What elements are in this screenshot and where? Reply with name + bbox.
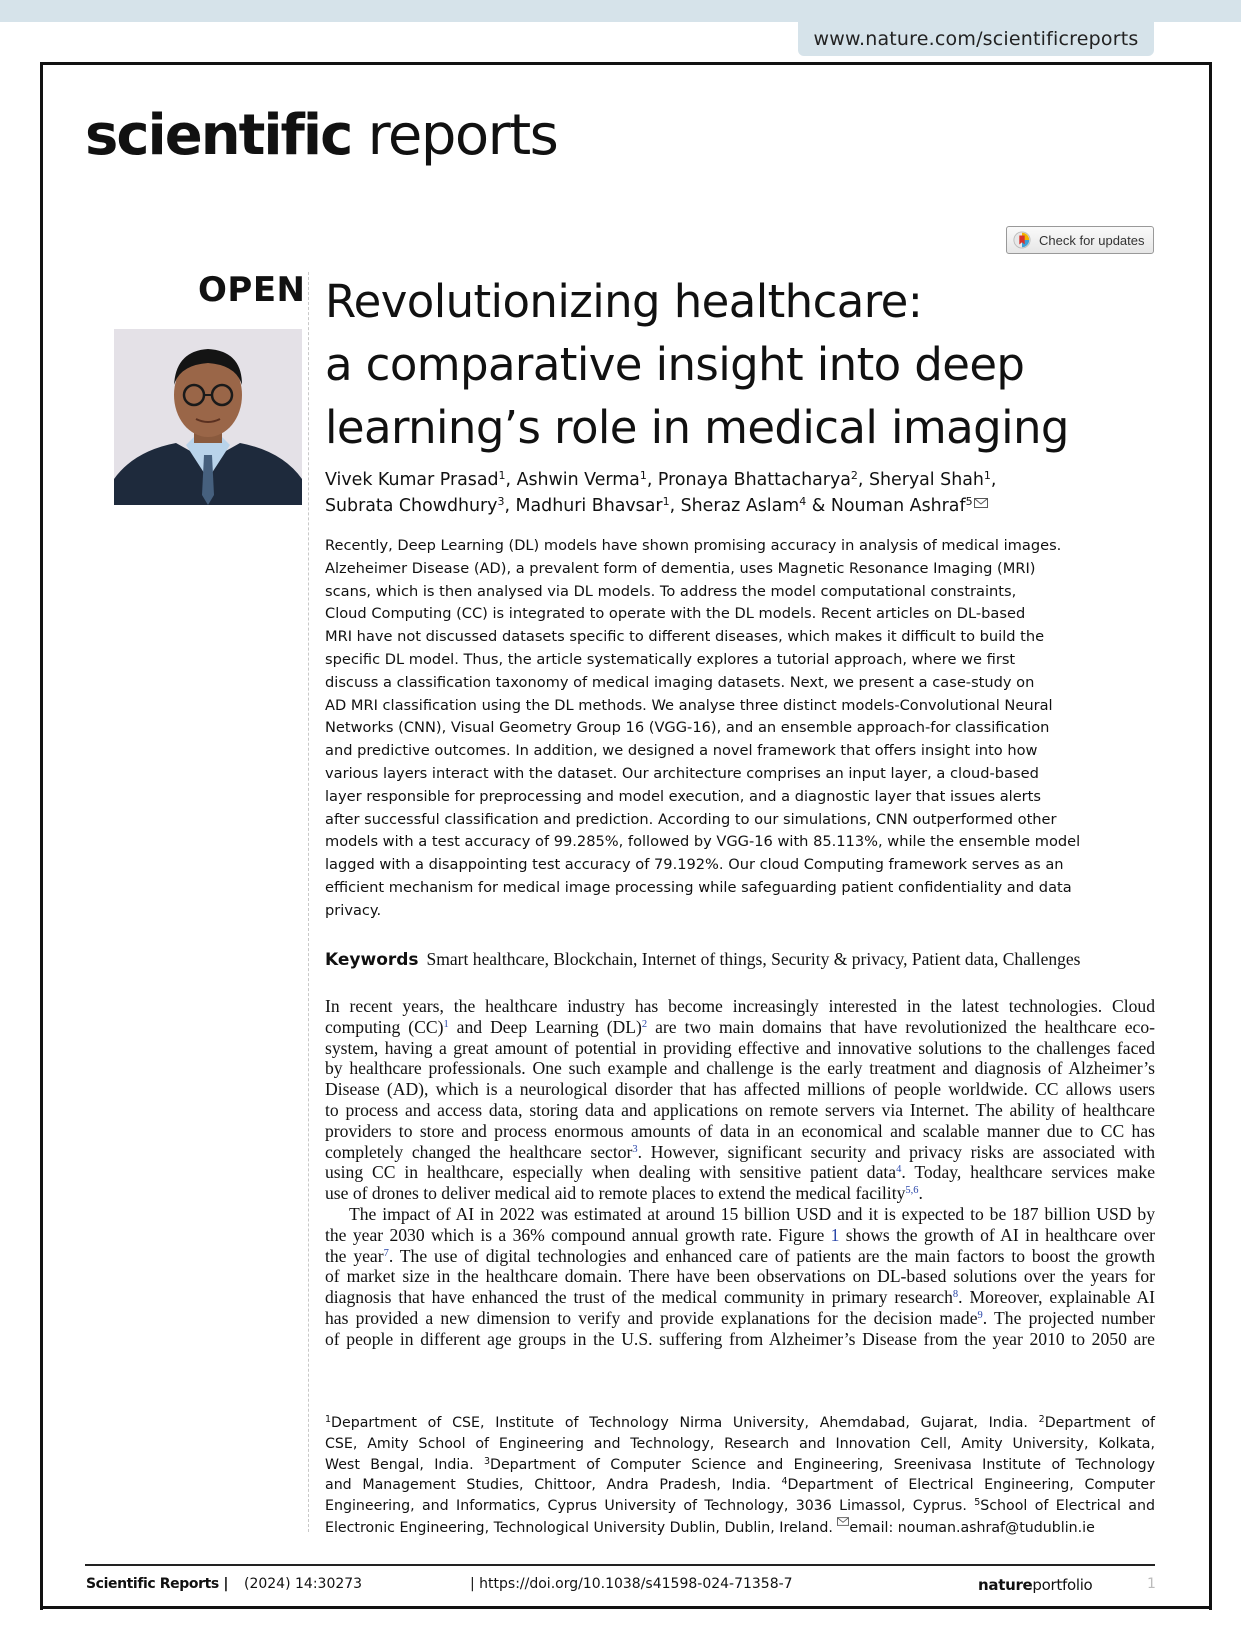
body-line: In recent years, the healthcare industry has become increasingly interested in the latest technologies. Cloud — [325, 996, 1155, 1016]
abstract-line: after successful classification and prediction. According to our simulations, CNN outperformed other — [325, 810, 1057, 828]
body-line — [325, 1308, 1155, 1329]
footer-volume: (2024) 14:30273 — [244, 1576, 363, 1592]
footer-journal: Scientific Reports | — [86, 1576, 229, 1592]
author-name[interactable]: Subrata Chowdhury — [325, 496, 498, 516]
body-line: Disease (AD), which is a neurological disorder that has affected millions of people worldwide. CC allows users — [325, 1079, 1155, 1100]
footer-rule — [85, 1564, 1155, 1566]
affiliation-text: Engineering, and Informatics, Cyprus University of Technology, 3036 Limassol, Cyprus. — [325, 1498, 975, 1515]
abstract-line: models with a test accuracy of 99.285%, followed by VGG-16 with 85.113%, while the ensemble model — [325, 833, 1081, 851]
body-line: to process and access data, storing data and applications on remote servers via Internet. The ability of healthcare — [325, 1099, 1155, 1120]
brand-bold: nature — [978, 1576, 1033, 1594]
body-span: shows the growth of AI in healthcare over — [839, 1224, 1155, 1245]
body-span: and Deep Learning (DL) — [448, 1016, 642, 1037]
author-photo — [114, 329, 302, 505]
affiliation-text: Department of Electrical Engineering, Computer — [787, 1477, 1155, 1494]
body-span: diagnosis that have enhanced the trust of the medical community in primary research — [325, 1287, 953, 1308]
affiliation-sup: 3 — [497, 495, 505, 508]
affiliation-sup: 4 — [799, 495, 807, 508]
author-name[interactable]: Vivek Kumar Prasad — [325, 470, 499, 490]
affiliation-line — [325, 1455, 1155, 1476]
body-span: . The projected number — [982, 1307, 1155, 1328]
open-access-badge: OPEN — [198, 270, 306, 310]
journal-logo-bold: scientific — [85, 103, 352, 168]
body-line: The impact of AI in 2022 was estimated at around 15 billion USD and it is expected to be 187 billion USD by — [349, 1203, 1155, 1224]
footer-doi-link[interactable]: | https://doi.org/10.1038/s41598-024-71358-7 — [470, 1576, 793, 1592]
author-name[interactable]: , Ashwin Verma — [505, 470, 640, 490]
abstract-line: efficient mechanism for medical image processing while safeguarding patient confidentiality and data — [325, 878, 1072, 896]
author-name[interactable]: , Madhuri Bhavsar — [504, 496, 663, 516]
abstract-line: specific DL model. Thus, the article systematically explores a tutorial approach, where we first — [325, 650, 1016, 668]
abstract-line: and predictive outcomes. In addition, we designed a novel framework that offers insight into how — [325, 742, 1038, 760]
body-text — [325, 996, 1155, 1350]
body-line — [325, 1017, 1155, 1038]
citation-link[interactable]: 8 — [952, 1289, 959, 1301]
abstract — [325, 535, 1155, 923]
abstract-line: privacy. — [325, 901, 382, 919]
abstract-line: MRI have not discussed datasets specific to different diseases, which makes it difficult to build the — [325, 628, 1045, 646]
affiliation-line — [325, 1475, 1155, 1496]
affiliation-text: Department of CSE, Institute of Technology Nirma University, Ahemdabad, Gujarat, India. — [331, 1415, 1039, 1431]
affiliation-line — [325, 1496, 1155, 1517]
affiliations — [325, 1413, 1155, 1539]
keywords — [325, 949, 1185, 970]
citation-link[interactable]: 2 — [641, 1018, 648, 1030]
abstract-line: Cloud Computing (CC) is integrated to operate with the DL models. Recent articles on DL-based — [325, 605, 1026, 623]
author-separator: , — [990, 470, 997, 490]
author-list — [325, 467, 1185, 519]
affiliation-sup: 1 — [325, 1414, 332, 1425]
body-line — [325, 1225, 1155, 1246]
author-line — [325, 493, 1185, 519]
body-span: the year 2030 which is a 36% compound annual growth rate. Figure — [325, 1224, 831, 1245]
affiliation-line — [325, 1517, 1155, 1539]
abstract-line: Networks (CNN), Visual Geometry Group 16 (VGG-16), and an ensemble approach-for classification — [325, 719, 1050, 737]
body-line: of people in different age groups in the U.S. suffering from Alzheimer’s Disease from the year 2010 to 2050 are — [325, 1328, 1155, 1349]
brand-light: portfolio — [1032, 1576, 1093, 1594]
body-span: computing (CC) — [325, 1016, 444, 1037]
affiliation-sup: 1 — [983, 469, 991, 482]
body-span: the year — [325, 1245, 384, 1266]
journal-logo — [85, 104, 557, 168]
affiliation-sup: 5 — [965, 495, 973, 508]
title-line: learning’s role in medical imaging — [325, 401, 1069, 454]
affiliation-text: Department of — [1044, 1415, 1155, 1431]
abstract-line: AD MRI classification using the DL methods. We analyse three distinct models-Convolutional Neural — [325, 696, 1053, 714]
citation-link[interactable]: 5,6 — [905, 1185, 919, 1197]
abstract-line: layer responsible for preprocessing and model execution, and a diagnostic layer that issues alerts — [325, 787, 1042, 805]
page-frame-bottom — [40, 1606, 1212, 1609]
abstract-line: Alzeheimer Disease (AD), a prevalent form of dementia, uses Magnetic Resonance Imaging (MRI) — [325, 559, 1036, 577]
article-title — [325, 270, 1185, 459]
affiliation-sup: 5 — [974, 1497, 981, 1509]
top-band — [0, 0, 1241, 22]
affiliation-sup: 1 — [498, 469, 506, 482]
body-span: use of drones to deliver medical aid to remote places to extend the medical facility — [325, 1183, 906, 1204]
affiliation-text: Electronic Engineering, Technological University Dublin, Dublin, Ireland. — [325, 1519, 838, 1536]
affiliation-sup: 1 — [639, 469, 647, 482]
abstract-line: scans, which is then analysed via DL models. To address the model computational constraints, — [325, 582, 1017, 600]
keywords-label: Keywords — [325, 950, 419, 970]
body-line — [325, 1183, 1155, 1204]
figure-link[interactable]: 1 — [830, 1224, 840, 1245]
body-span: completely changed the healthcare sector — [325, 1141, 633, 1162]
body-line — [325, 1142, 1155, 1163]
keywords-list: Smart healthcare, Blockchain, Internet of things, Security & privacy, Patient data, Challenges — [426, 949, 1081, 969]
affiliation-line — [325, 1413, 1155, 1434]
corresponding-email[interactable]: email: nouman.ashraf@tudublin.ie — [849, 1519, 1095, 1536]
author-name[interactable]: , Sheraz Aslam — [669, 496, 800, 516]
citation-link[interactable]: 3 — [632, 1143, 638, 1155]
affiliation-sup: 3 — [483, 1455, 491, 1467]
author-name[interactable]: , Sheryal Shah — [857, 470, 984, 490]
body-span: has provided a new dimension to verify and provide explanations for the decision made — [325, 1307, 978, 1328]
body-span: . However, significant security and privacy risks are associated with — [637, 1141, 1155, 1162]
body-line: by healthcare professionals. One such example and challenge is the early treatment and diagnosis of Alzheimer’s — [325, 1058, 1155, 1079]
body-line: of market size in the healthcare domain. There have been observations on DL-based solutions over the years for — [325, 1266, 1155, 1287]
body-line — [325, 1287, 1155, 1308]
title-line: a comparative insight into deep — [325, 338, 1025, 391]
abstract-line: various layers interact with the dataset. Our architecture comprises an input layer, a cloud-based — [325, 764, 1039, 782]
affiliation-sup: 2 — [1038, 1414, 1045, 1425]
body-span: using CC in healthcare, especially when dealing with sensitive patient data — [325, 1162, 897, 1183]
body-line — [325, 1162, 1155, 1183]
body-span: . Moreover, explainable AI — [958, 1287, 1155, 1308]
check-for-updates-button[interactable] — [1006, 226, 1154, 254]
check-updates-label: Check for updates — [1039, 232, 1145, 248]
affiliation-text: and Management Studies, Chittoor, Andra Pradesh, India. — [325, 1477, 782, 1494]
author-portrait-image — [114, 329, 302, 505]
body-span: . — [918, 1183, 923, 1204]
check-updates-icon — [1013, 231, 1031, 249]
journal-logo-light: reports — [367, 103, 558, 168]
body-span: are two main domains that have revolutionized the healthcare eco- — [647, 1016, 1155, 1037]
page-number: 1 — [1147, 1576, 1156, 1592]
citation-link[interactable]: 9 — [977, 1309, 983, 1321]
body-span: . Today, healthcare services make — [901, 1162, 1156, 1183]
citation-link[interactable]: 1 — [443, 1018, 449, 1030]
abstract-line: discuss a classification taxonomy of medical imaging datasets. Next, we present a case-study on — [325, 673, 1035, 691]
author-name[interactable]: , Pronaya Bhattacharya — [646, 470, 851, 490]
nature-portfolio-logo — [978, 1576, 1092, 1594]
citation-link[interactable]: 7 — [383, 1247, 389, 1259]
affiliation-line: CSE, Amity School of Engineering and Technology, Research and Innovation Cell, Amity University, Kolkata, — [325, 1435, 1155, 1452]
body-line: providers to store and process enormous amounts of data in an economical and scalable manner due to CC has — [325, 1120, 1155, 1141]
affiliation-text: West Bengal, India. — [325, 1456, 484, 1473]
mail-icon[interactable] — [974, 498, 988, 508]
margin-divider — [308, 272, 309, 1532]
title-line: Revolutionizing healthcare: — [325, 275, 923, 328]
body-line — [325, 1246, 1155, 1267]
author-name[interactable]: & Nouman Ashraf — [806, 496, 966, 516]
affiliation-sup: 2 — [850, 469, 858, 482]
journal-url[interactable]: www.nature.com/scientificreports — [798, 22, 1154, 56]
affiliation-text: Department of Computer Science and Engineering, Sreenivasa Institute of Technology — [490, 1456, 1156, 1473]
body-span: . The use of digital technologies and enhanced care of patients are the main factors to boost the growth — [388, 1245, 1155, 1266]
body-line: system, having a great amount of potential in providing effective and innovative solutions to the challenges faced — [325, 1037, 1155, 1058]
citation-link[interactable]: 4 — [896, 1164, 902, 1176]
affiliation-sup: 4 — [781, 1476, 788, 1488]
affiliation-text: School of Electrical and — [980, 1498, 1155, 1515]
mail-icon[interactable] — [837, 1517, 849, 1526]
abstract-line: Recently, Deep Learning (DL) models have shown promising accuracy in analysis of medical images. — [325, 537, 1062, 554]
affiliation-sup: 1 — [662, 495, 670, 508]
author-line — [325, 467, 1185, 493]
abstract-line: lagged with a disappointing test accuracy of 79.192%. Our cloud Computing framework serves as an — [325, 856, 1064, 874]
